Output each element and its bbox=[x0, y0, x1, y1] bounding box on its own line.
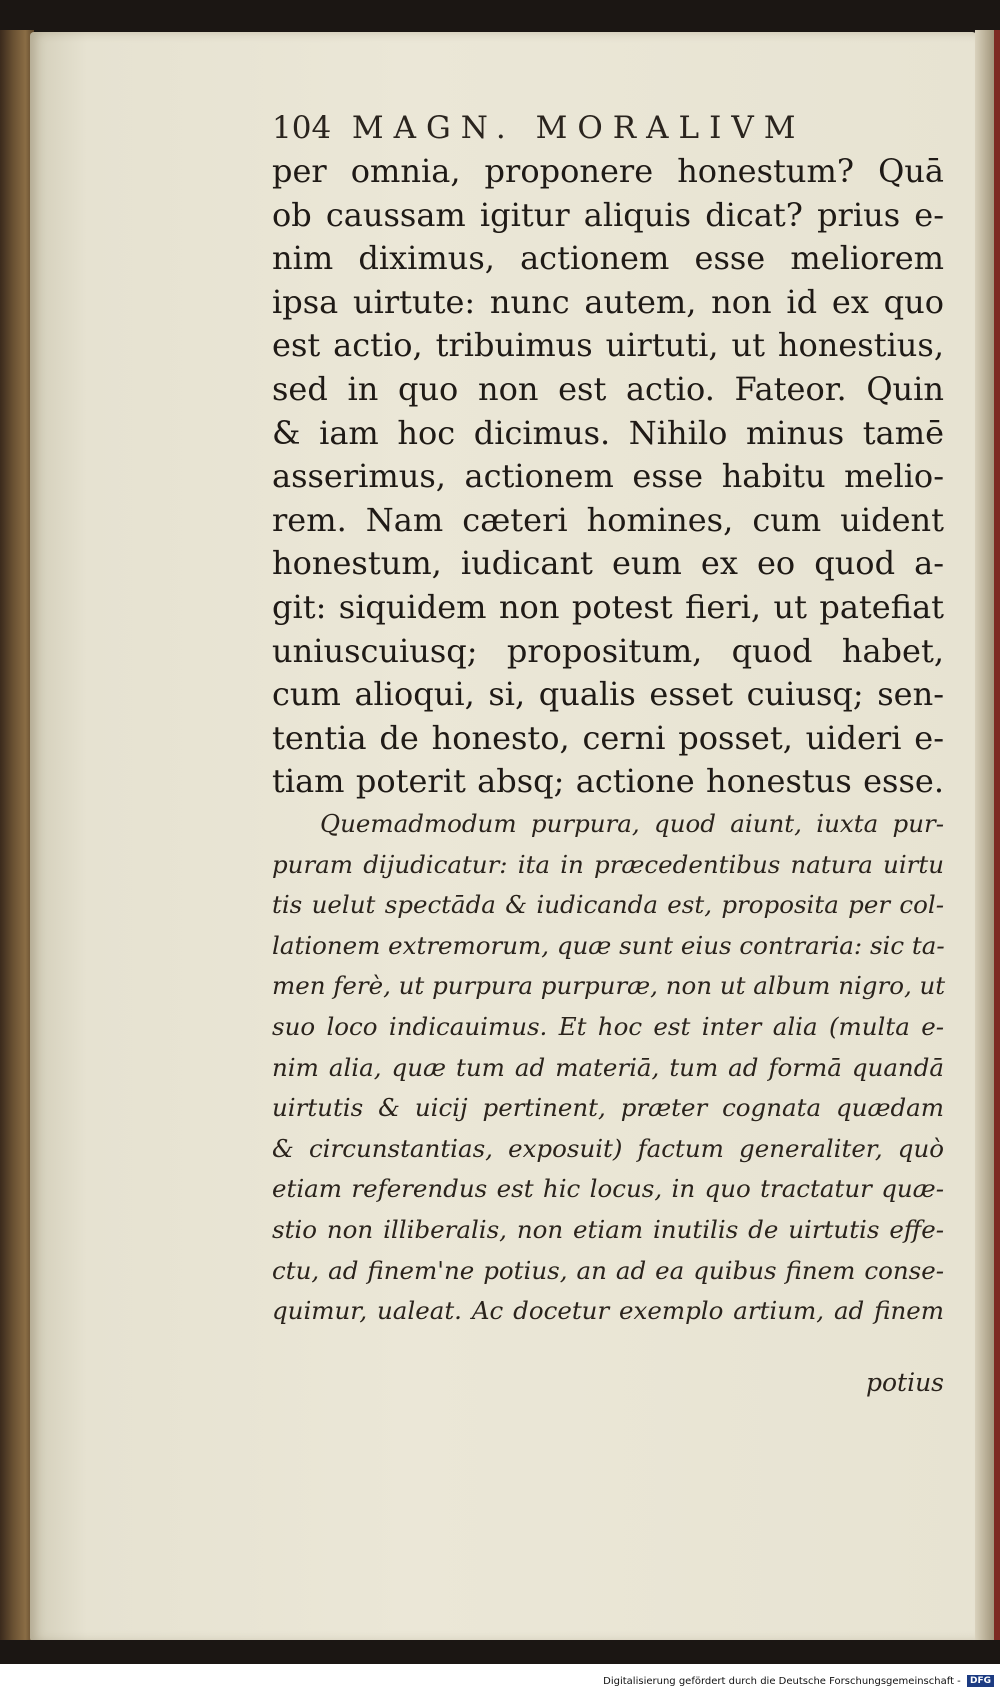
main-text-line: cum alioqui, si, qualis esset cuiusq; sen- bbox=[272, 675, 944, 714]
commentary-line: quimur, ualeat. Ac docetur exemplo artium, ad finem bbox=[272, 1296, 944, 1326]
main-text-line: est actio, tribuimus uirtuti, ut honestius, bbox=[272, 326, 944, 365]
main-text-line: per omnia, proponere honestum? Quā bbox=[272, 152, 944, 190]
commentary-line: Quemadmodum purpura, quod aiunt, iuxta pur- bbox=[320, 809, 944, 838]
commentary-block bbox=[272, 804, 944, 1332]
running-title: MAGN. MORALIVM bbox=[351, 110, 806, 146]
commentary-line: suo loco indicauimus. Et hoc est inter alia (multa e- bbox=[272, 1011, 944, 1041]
commentary-line: etiam referendus est hic locus, in quo tractatur quæ- bbox=[272, 1174, 944, 1204]
catchword: potius bbox=[865, 1368, 944, 1397]
page-edge-right bbox=[975, 30, 995, 1645]
book-cover-right bbox=[994, 30, 1000, 1645]
commentary-line: tis uelut spectāda & iudicanda est, proposita per col- bbox=[272, 890, 944, 920]
scan-bottom-border bbox=[0, 1640, 1000, 1664]
commentary-line: uirtutis & uicij pertinent, præter cognata quædam bbox=[272, 1093, 944, 1123]
commentary-line: puram dijudicatur: ita in præcedentibus natura uirtu bbox=[272, 849, 944, 879]
main-text-line: nim diximus, actionem esse meliorem bbox=[272, 239, 944, 278]
commentary-line: nim alia, quæ tum ad materiā, tum ad formā quandā bbox=[272, 1052, 944, 1082]
main-text-block bbox=[272, 150, 944, 804]
dfg-logo: DFG bbox=[967, 1675, 994, 1687]
credit-text: Digitalisierung gefördert durch die Deutsche Forschungsgemeinschaft - bbox=[603, 1676, 961, 1687]
main-text-line: tiam poterit absq; actione honestus esse. bbox=[272, 762, 944, 801]
main-text-line: uniuscuiusq; propositum, quod habet, bbox=[272, 631, 944, 670]
main-text-line: rem. Nam cæteri homines, cum uident bbox=[272, 500, 944, 539]
main-text-line: honestum, iudicant eum ex eo quod a- bbox=[272, 544, 944, 583]
commentary-line: men ferè, ut purpura purpuræ, non ut album nigro, ut bbox=[272, 971, 946, 1001]
main-text-line: & iam hoc dicimus. Nihilo minus tamē bbox=[272, 413, 944, 452]
commentary-line: & circunstantias, exposuit) factum generaliter, quò bbox=[272, 1133, 944, 1163]
commentary-line: stio non illiberalis, non etiam inutilis de uirtutis effe- bbox=[272, 1214, 944, 1244]
main-text-line: ipsa uirtute: nunc autem, non id ex quo bbox=[272, 282, 944, 321]
main-text-line: git: siquidem non potest fieri, ut patefiat bbox=[272, 587, 944, 626]
running-head bbox=[272, 110, 805, 146]
scan-top-border bbox=[0, 0, 1000, 34]
commentary-line: lationem extremorum, quæ sunt eius contraria: sic ta- bbox=[272, 930, 945, 960]
main-text-line: ob caussam igitur aliquis dicat? prius e- bbox=[272, 195, 944, 234]
commentary-line: ctu, ad finem'ne potius, an ad ea quibus finem conse- bbox=[272, 1255, 944, 1285]
page-number: 104 bbox=[272, 110, 332, 146]
main-text-line: tentia de honesto, cerni posset, uideri e- bbox=[272, 718, 944, 757]
digitization-credit bbox=[603, 1675, 994, 1687]
main-text-line: asserimus, actionem esse habitu melio- bbox=[272, 457, 944, 496]
book-binding-left bbox=[0, 30, 34, 1645]
main-text-line: sed in quo non est actio. Fateor. Quin bbox=[272, 369, 944, 408]
